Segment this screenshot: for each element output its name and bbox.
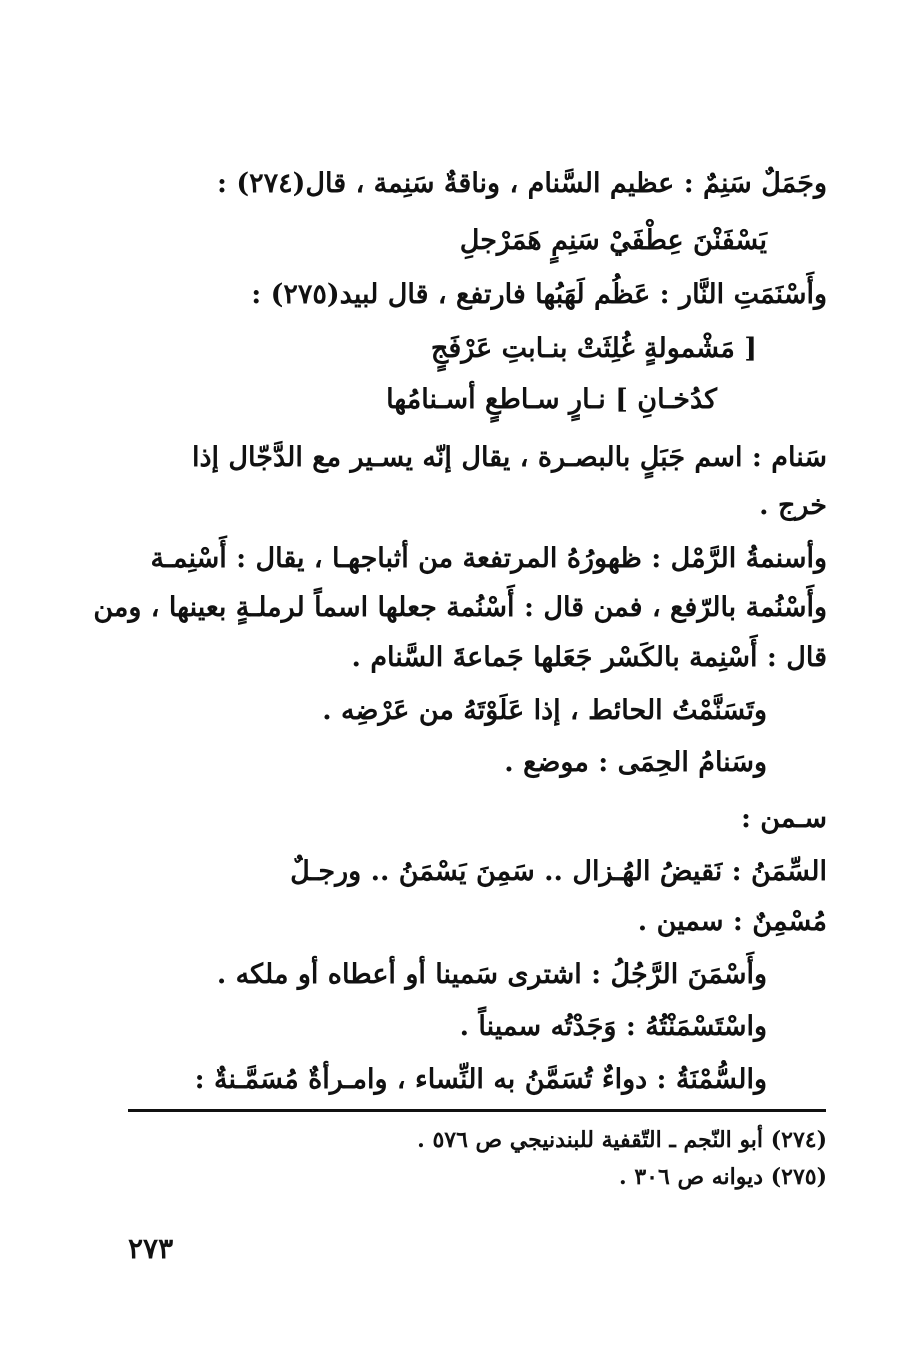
footnote-divider xyxy=(128,1109,826,1112)
text-line-5: وأسنمةُ الرَّمْل : ظهورُهُ المرتفعة من أثباجهـا ، يقال : أَسْنِمـة xyxy=(150,543,827,574)
text-line-12: وأَسْمَنَ الرَّجُلُ : اشترى سَمينا أو أعطاه أو ملكه . xyxy=(216,959,767,990)
text-line-1: وجَمَلٌ سَنِمٌ : عظيم السَّنام ، وناقةٌ سَنِمة ، قال(٢٧٤) : xyxy=(216,168,827,199)
footnote-274: (٢٧٤) أبو النّجم ـ التّقفية للبندنيجي ص ٥٧٦ . xyxy=(417,1127,827,1153)
text-line-9: وسَنامُ الحِمَى : موضع . xyxy=(504,747,767,778)
text-line-11: مُسْمِنٌ : سمين . xyxy=(637,906,827,937)
text-line-13: واسْتَسْمَنْتُهُ : وَجَدْتُه سميناً . xyxy=(459,1011,767,1042)
text-line-10: السِّمَنُ : نَقيضُ الهُـزال .. سَمِنَ يَسْمَنُ .. ورجـلٌ xyxy=(290,856,827,887)
text-line-2: وأَسْنَمَتِ النَّار : عَظُم لَهَبُها فارتفع ، قال لبيد(٢٧٥) : xyxy=(251,279,827,310)
entry-heading: سـمن : xyxy=(740,803,827,834)
text-line-4: خرج . xyxy=(759,490,827,521)
verse-line-1: يَسْفَنْنَ عِطْفَيْ سَنِمٍ هَمَرْجلِ xyxy=(459,225,767,256)
text-line-6: وأَسْنُمة بالرّفع ، فمن قال : أَسْنُمة جعلها اسماً لرملـةٍ بعينها ، ومن xyxy=(93,592,827,623)
text-line-7: قال : أَسْنِمة بالكَسْر جَعَلها جَماعةَ السَّنام . xyxy=(351,642,827,673)
page-number: ٢٧٣ xyxy=(128,1232,174,1265)
text-line-8: وتَسَنَّمْتُ الحائط ، إذا عَلَوْتَهُ من عَرْضِه . xyxy=(322,695,767,726)
footnote-275: (٢٧٥) ديوانه ص ٣٠٦ . xyxy=(619,1164,827,1190)
text-line-14: والسُّمْنَةُ : دواءٌ تُسَمَّنُ به النِّساء ، وامـرأةٌ مُسَمَّـنةٌ : xyxy=(194,1064,767,1095)
verse-line-3: كدُخـانِ ] نـارٍ سـاطعٍ أسـنامُها xyxy=(386,384,717,415)
verse-line-2: [ مَشْمولةٍ غُلِثَتْ بنـابتِ عَرْفَجٍ xyxy=(430,333,757,364)
text-line-3: سَنام : اسم جَبَلٍ بالبصـرة ، يقال إنّه يسـير مع الدَّجّال إذا xyxy=(191,442,827,473)
